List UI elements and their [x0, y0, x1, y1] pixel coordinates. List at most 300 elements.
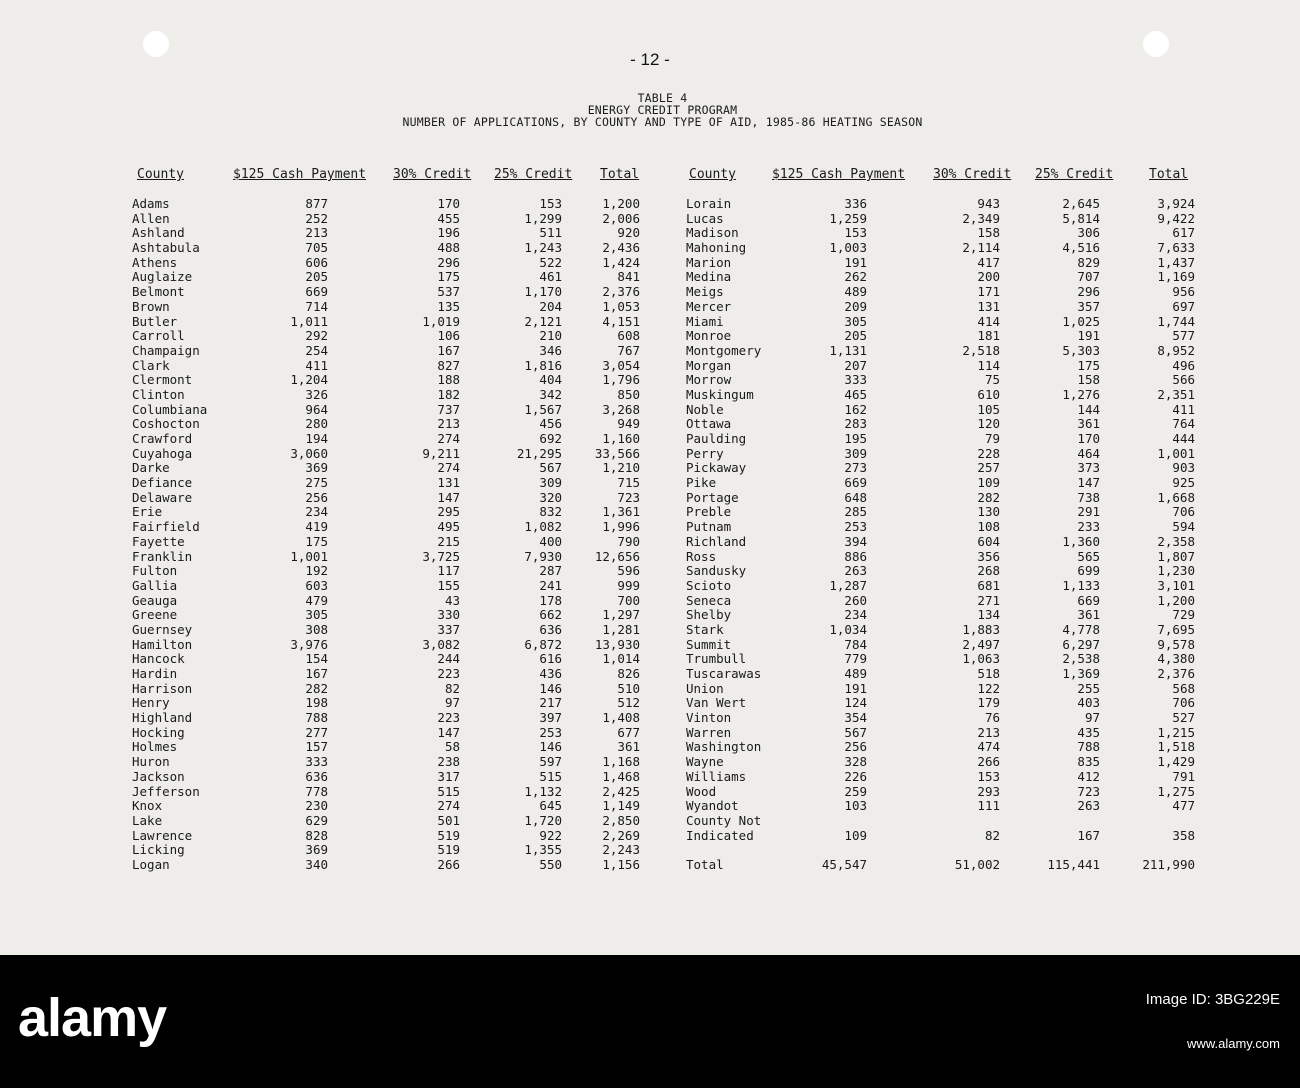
county-name-cell: Union [686, 680, 724, 696]
cash-value-cell: 273 [844, 460, 867, 476]
c30-value-cell: 455 [437, 210, 460, 226]
total-value-cell: 211,990 [1142, 856, 1195, 872]
cash-value-cell: 191 [844, 254, 867, 270]
total-value-cell: 2,436 [602, 240, 640, 256]
c25-value-cell: 146 [539, 739, 562, 755]
c30-value-cell: 131 [437, 475, 460, 491]
header-total-left: Total [600, 167, 640, 182]
c25-value-cell: 1,133 [1062, 577, 1100, 593]
c30-value-cell: 105 [977, 401, 1000, 417]
total-value-cell: 4,151 [602, 313, 640, 329]
left-credit30-column [380, 197, 460, 873]
c30-value-cell: 1,063 [962, 651, 1000, 667]
cash-value-cell: 162 [844, 401, 867, 417]
county-name-cell: Clinton [132, 386, 185, 402]
total-value-cell: 925 [1172, 475, 1195, 491]
c25-value-cell: 1,360 [1062, 533, 1100, 549]
total-value-cell: 764 [1172, 416, 1195, 432]
c30-value-cell: 108 [977, 519, 1000, 535]
total-value-cell: 1,168 [602, 754, 640, 770]
right-total-column [1115, 197, 1195, 873]
county-name-cell: Highland [132, 710, 193, 726]
c30-value-cell: 147 [437, 489, 460, 505]
cash-value-cell: 489 [844, 666, 867, 681]
total-value-cell: 444 [1172, 431, 1195, 446]
program-name: ENERGY CREDIT PROGRAM [587, 103, 738, 117]
c30-value-cell: 213 [437, 416, 460, 432]
c25-value-cell: 788 [1077, 739, 1100, 755]
county-name-cell: Mahoning [686, 240, 747, 256]
c30-value-cell: 330 [437, 607, 460, 623]
c30-value-cell: 51,002 [954, 856, 1000, 872]
county-name-cell: Wood [686, 783, 717, 799]
c25-value-cell: 832 [539, 504, 562, 520]
cash-value-cell: 340 [305, 856, 328, 872]
c30-value-cell: 196 [437, 225, 460, 241]
c25-value-cell: 147 [1077, 475, 1100, 491]
cash-value-cell: 369 [305, 460, 328, 476]
county-name-cell: Allen [132, 210, 170, 226]
c25-value-cell: 403 [1077, 695, 1100, 711]
county-name-cell: Jefferson [132, 783, 200, 799]
county-name-cell: Richland [686, 533, 747, 549]
cash-value-cell: 964 [305, 401, 328, 417]
header-credit30-right: 30% Credit [933, 167, 1012, 182]
county-name-cell: Washington [686, 739, 762, 755]
total-value-cell: 1,744 [1157, 313, 1195, 329]
cash-value-cell: 567 [844, 724, 867, 740]
c30-value-cell: 2,518 [962, 342, 1000, 358]
total-value-cell: 8,952 [1157, 342, 1195, 358]
county-name-cell: Hocking [132, 724, 185, 740]
c30-value-cell: 519 [437, 842, 460, 858]
c25-value-cell: 515 [539, 768, 562, 784]
total-value-cell: 1,429 [1157, 754, 1195, 770]
county-name-cell: Summit [686, 636, 732, 652]
cash-value-cell: 234 [305, 504, 328, 520]
county-name-cell: Lucas [686, 210, 724, 226]
c25-value-cell: 707 [1077, 269, 1100, 285]
total-value-cell: 903 [1172, 460, 1195, 476]
c25-value-cell: 5,303 [1062, 342, 1100, 358]
county-name-cell: Madison [686, 225, 739, 241]
stock-footer [0, 955, 1300, 1088]
right-cash-column [787, 197, 867, 873]
cash-value-cell: 154 [305, 651, 328, 667]
c25-value-cell: 170 [1077, 431, 1100, 446]
cash-value-cell: 195 [844, 431, 867, 446]
c25-value-cell: 1,132 [524, 783, 562, 799]
site-url: www.alamy.com [1187, 1036, 1280, 1051]
cash-value-cell: 669 [844, 475, 867, 491]
total-value-cell: 677 [617, 724, 640, 740]
c25-value-cell: 829 [1077, 254, 1100, 270]
c25-value-cell: 144 [1077, 401, 1100, 417]
total-value-cell: 1,275 [1157, 783, 1195, 799]
cash-value-cell: 354 [844, 710, 867, 726]
cash-value-cell: 226 [844, 768, 867, 784]
cash-value-cell: 411 [305, 357, 328, 373]
c30-value-cell: 181 [977, 328, 1000, 344]
cash-value-cell: 606 [305, 254, 328, 270]
c30-value-cell: 179 [977, 695, 1000, 711]
total-value-cell: 999 [617, 577, 640, 593]
total-value-cell: 361 [617, 739, 640, 755]
cash-value-cell: 157 [305, 739, 328, 755]
total-value-cell: 568 [1172, 680, 1195, 696]
total-value-cell: 527 [1172, 710, 1195, 726]
c25-value-cell: 835 [1077, 754, 1100, 770]
total-value-cell: 1,518 [1157, 739, 1195, 755]
header-credit30-left: 30% Credit [393, 167, 472, 182]
cash-value-cell: 479 [305, 592, 328, 608]
total-value-cell: 826 [617, 666, 640, 681]
county-name-cell: Holmes [132, 739, 178, 755]
c30-value-cell: 200 [977, 269, 1000, 285]
cash-value-cell: 1,034 [829, 621, 867, 637]
cash-value-cell: 262 [844, 269, 867, 285]
cash-value-cell: 779 [844, 651, 867, 667]
c25-value-cell [1020, 843, 1100, 858]
county-name-cell: Sandusky [686, 563, 747, 579]
c25-value-cell: 616 [539, 651, 562, 667]
cash-value-cell: 1,003 [829, 240, 867, 256]
right-county-column [686, 197, 786, 873]
cash-value-cell: 3,060 [290, 445, 328, 461]
c25-value-cell: 1,816 [524, 357, 562, 373]
county-name-cell: Fayette [132, 533, 185, 549]
c25-value-cell: 21,295 [516, 445, 562, 461]
cash-value-cell: 333 [844, 372, 867, 388]
c25-value-cell: 97 [1084, 710, 1100, 726]
county-name-cell: Perry [686, 445, 724, 461]
c25-value-cell: 4,778 [1062, 621, 1100, 637]
c30-value-cell: 296 [437, 254, 460, 270]
c30-value-cell: 82 [984, 827, 1000, 843]
c30-value-cell: 610 [977, 386, 1000, 402]
total-value-cell: 1,215 [1157, 724, 1195, 740]
total-value-cell: 1,408 [602, 710, 640, 726]
c30-value-cell: 257 [977, 460, 1000, 476]
county-name-cell: Licking [132, 842, 185, 858]
cash-value-cell: 234 [844, 607, 867, 623]
total-value-cell [1115, 843, 1195, 858]
total-value-cell: 2,006 [602, 210, 640, 226]
cash-value-cell: 1,001 [290, 548, 328, 564]
c25-value-cell: 522 [539, 254, 562, 270]
c25-value-cell: 662 [539, 607, 562, 623]
header-county-left: County [137, 167, 184, 182]
c30-value-cell: 417 [977, 254, 1000, 270]
county-name-cell: Stark [686, 621, 724, 637]
cash-value-cell: 714 [305, 298, 328, 314]
cash-value-cell: 336 [844, 196, 867, 211]
c25-value-cell: 241 [539, 577, 562, 593]
total-value-cell: 729 [1172, 607, 1195, 623]
c25-value-cell: 400 [539, 533, 562, 549]
c25-value-cell: 178 [539, 592, 562, 608]
county-name-cell: Hancock [132, 651, 185, 667]
c30-value-cell: 188 [437, 372, 460, 388]
county-name-cell: Meigs [686, 284, 724, 300]
county-name-cell: Vinton [686, 710, 732, 726]
county-name-cell: Harrison [132, 680, 193, 696]
cash-value-cell: 369 [305, 842, 328, 858]
total-value-cell: 1,807 [1157, 548, 1195, 564]
county-name-cell: Ashland [132, 225, 185, 241]
c30-value-cell: 153 [977, 768, 1000, 784]
c25-value-cell: 464 [1077, 445, 1100, 461]
c25-value-cell: 361 [1077, 607, 1100, 623]
c30-value-cell: 537 [437, 284, 460, 300]
total-value-cell: 510 [617, 680, 640, 696]
c30-value-cell: 170 [437, 196, 460, 211]
total-value-cell: 3,054 [602, 357, 640, 373]
c30-value-cell: 158 [977, 225, 1000, 241]
county-name-cell: Muskingum [686, 386, 754, 402]
cash-value-cell: 230 [305, 798, 328, 814]
c30-value-cell: 244 [437, 651, 460, 667]
county-name-cell: Wyandot [686, 798, 739, 814]
total-value-cell: 790 [617, 533, 640, 549]
c30-value-cell: 171 [977, 284, 1000, 300]
cash-value-cell: 308 [305, 621, 328, 637]
county-name-cell: Athens [132, 254, 178, 270]
c30-value-cell [920, 814, 1000, 829]
county-name-cell: Clermont [132, 372, 193, 388]
c25-value-cell: 511 [539, 225, 562, 241]
county-name-cell: Miami [686, 313, 724, 329]
county-name-cell: Shelby [686, 607, 732, 623]
c25-value-cell: 5,814 [1062, 210, 1100, 226]
c25-value-cell: 263 [1077, 798, 1100, 814]
cash-value-cell: 213 [305, 225, 328, 241]
cash-value-cell: 394 [844, 533, 867, 549]
county-name-cell: Putnam [686, 519, 732, 535]
total-value-cell: 12,656 [594, 548, 640, 564]
cash-value-cell: 305 [305, 607, 328, 623]
total-value-cell: 1,169 [1157, 269, 1195, 285]
c25-value-cell: 2,121 [524, 313, 562, 329]
c25-value-cell: 6,872 [524, 636, 562, 652]
c30-value-cell: 295 [437, 504, 460, 520]
c30-value-cell: 488 [437, 240, 460, 256]
total-value-cell: 1,200 [1157, 592, 1195, 608]
county-name-cell: Knox [132, 798, 163, 814]
c30-value-cell: 82 [444, 680, 460, 696]
c25-value-cell: 1,720 [524, 812, 562, 828]
cash-value-cell: 705 [305, 240, 328, 256]
c30-value-cell [920, 843, 1000, 858]
c25-value-cell: 296 [1077, 284, 1100, 300]
c25-value-cell: 217 [539, 695, 562, 711]
c30-value-cell: 120 [977, 416, 1000, 432]
c30-value-cell: 213 [977, 724, 1000, 740]
cash-value-cell [787, 843, 867, 858]
c25-value-cell: 6,297 [1062, 636, 1100, 652]
cash-value-cell: 207 [844, 357, 867, 373]
total-value-cell: 1,230 [1157, 563, 1195, 579]
county-name-cell: Marion [686, 254, 732, 270]
cash-value-cell: 1,011 [290, 313, 328, 329]
total-value-cell: 920 [617, 225, 640, 241]
cash-value-cell: 167 [305, 666, 328, 681]
c25-value-cell: 636 [539, 621, 562, 637]
county-name-cell: Fairfield [132, 519, 200, 535]
total-value-cell: 1,200 [602, 196, 640, 211]
c25-value-cell: 723 [1077, 783, 1100, 799]
total-value-cell: 477 [1172, 798, 1195, 814]
cash-value-cell: 282 [305, 680, 328, 696]
county-name-cell: Van Wert [686, 695, 747, 711]
cash-value-cell: 333 [305, 754, 328, 770]
total-value-cell: 2,376 [602, 284, 640, 300]
c25-value-cell: 191 [1077, 328, 1100, 344]
c30-value-cell: 268 [977, 563, 1000, 579]
cash-value-cell: 252 [305, 210, 328, 226]
c25-value-cell: 567 [539, 460, 562, 476]
county-name-cell: Crawford [132, 431, 193, 446]
cash-value-cell: 629 [305, 812, 328, 828]
total-value-cell: 3,268 [602, 401, 640, 417]
cash-value-cell: 109 [844, 827, 867, 843]
c25-value-cell: 1,567 [524, 401, 562, 417]
total-value-cell: 767 [617, 342, 640, 358]
c25-value-cell: 210 [539, 328, 562, 344]
cash-value-cell: 277 [305, 724, 328, 740]
c30-value-cell: 3,082 [422, 636, 460, 652]
c30-value-cell: 943 [977, 196, 1000, 211]
county-name-cell: Franklin [132, 548, 193, 564]
c25-value-cell: 291 [1077, 504, 1100, 520]
header-total-right: Total [1149, 167, 1189, 182]
cash-value-cell: 1,204 [290, 372, 328, 388]
left-total-column [560, 197, 640, 873]
total-value-cell: 715 [617, 475, 640, 491]
total-value-cell: 358 [1172, 827, 1195, 843]
county-name-cell: Geauga [132, 592, 178, 608]
total-value-cell: 7,695 [1157, 621, 1195, 637]
cash-value-cell: 784 [844, 636, 867, 652]
county-name-cell: Fulton [132, 563, 178, 579]
right-credit30-column [920, 197, 1000, 873]
c25-value-cell: 550 [539, 856, 562, 872]
image-id: Image ID: 3BG229E [1145, 991, 1280, 1008]
total-value-cell: 617 [1172, 225, 1195, 241]
cash-value-cell: 326 [305, 386, 328, 402]
c30-value-cell: 9,211 [422, 445, 460, 461]
left-county-column [132, 197, 232, 873]
cash-value-cell: 1,287 [829, 577, 867, 593]
cash-value-cell: 205 [305, 269, 328, 285]
c30-value-cell: 175 [437, 269, 460, 285]
c25-value-cell: 669 [1077, 592, 1100, 608]
c25-value-cell: 361 [1077, 416, 1100, 432]
c30-value-cell: 293 [977, 783, 1000, 799]
cash-value-cell: 283 [844, 416, 867, 432]
table-number: TABLE 4 [637, 91, 688, 105]
county-name-cell: Columbiana [132, 401, 208, 417]
county-name-cell: Medina [686, 269, 732, 285]
c30-value-cell: 114 [977, 357, 1000, 373]
cash-value-cell: 3,976 [290, 636, 328, 652]
c25-value-cell: 1,276 [1062, 386, 1100, 402]
county-name-cell: Lawrence [132, 827, 193, 843]
c30-value-cell: 266 [437, 856, 460, 872]
total-value-cell: 33,566 [594, 445, 640, 461]
right-credit25-column [1020, 197, 1100, 873]
cash-value-cell: 280 [305, 416, 328, 432]
county-name-cell: Butler [132, 313, 178, 329]
county-name-cell: Indicated [686, 827, 754, 843]
total-value-cell [1115, 814, 1195, 829]
c25-value-cell: 1,025 [1062, 313, 1100, 329]
c30-value-cell: 495 [437, 519, 460, 535]
cash-value-cell: 191 [844, 680, 867, 696]
c25-value-cell: 306 [1077, 225, 1100, 241]
county-name-cell: Delaware [132, 489, 193, 505]
c25-value-cell: 412 [1077, 768, 1100, 784]
c25-value-cell: 1,369 [1062, 666, 1100, 681]
c25-value-cell: 565 [1077, 548, 1100, 564]
county-name-cell: Belmont [132, 284, 185, 300]
county-name-cell: Auglaize [132, 269, 193, 285]
c30-value-cell: 515 [437, 783, 460, 799]
c25-value-cell: 397 [539, 710, 562, 726]
county-name-cell: Paulding [686, 431, 747, 446]
c30-value-cell: 122 [977, 680, 1000, 696]
c30-value-cell: 518 [977, 666, 1000, 681]
cash-value-cell: 877 [305, 196, 328, 211]
c30-value-cell: 223 [437, 666, 460, 681]
cash-value-cell: 254 [305, 342, 328, 358]
county-name-cell: Erie [132, 504, 163, 520]
c30-value-cell: 130 [977, 504, 1000, 520]
total-value-cell: 1,424 [602, 254, 640, 270]
c25-value-cell: 1,082 [524, 519, 562, 535]
total-value-cell: 949 [617, 416, 640, 432]
cash-value-cell: 489 [844, 284, 867, 300]
cash-value-cell: 636 [305, 768, 328, 784]
c25-value-cell: 158 [1077, 372, 1100, 388]
c30-value-cell: 681 [977, 577, 1000, 593]
c30-value-cell: 58 [444, 739, 460, 755]
c25-value-cell: 436 [539, 666, 562, 681]
cash-value-cell: 788 [305, 710, 328, 726]
county-name-cell: Lake [132, 812, 163, 828]
county-name-cell: Monroe [686, 328, 732, 344]
total-value-cell: 4,380 [1157, 651, 1195, 667]
cash-value-cell: 259 [844, 783, 867, 799]
county-name-cell: Darke [132, 460, 170, 476]
c30-value-cell: 76 [984, 710, 1000, 726]
c25-value-cell: 115,441 [1047, 856, 1100, 872]
c25-value-cell: 2,645 [1062, 196, 1100, 211]
c25-value-cell: 320 [539, 489, 562, 505]
total-value-cell: 608 [617, 328, 640, 344]
cash-value-cell: 309 [844, 445, 867, 461]
c25-value-cell: 645 [539, 798, 562, 814]
c30-value-cell: 827 [437, 357, 460, 373]
c25-value-cell: 255 [1077, 680, 1100, 696]
total-value-cell: 2,269 [602, 827, 640, 843]
county-name-cell: Ottawa [686, 416, 732, 432]
table-title-block [0, 92, 1300, 128]
total-value-cell: 1,281 [602, 621, 640, 637]
cash-value-cell: 1,131 [829, 342, 867, 358]
total-value-cell: 1,160 [602, 431, 640, 446]
cash-value-cell: 153 [844, 225, 867, 241]
